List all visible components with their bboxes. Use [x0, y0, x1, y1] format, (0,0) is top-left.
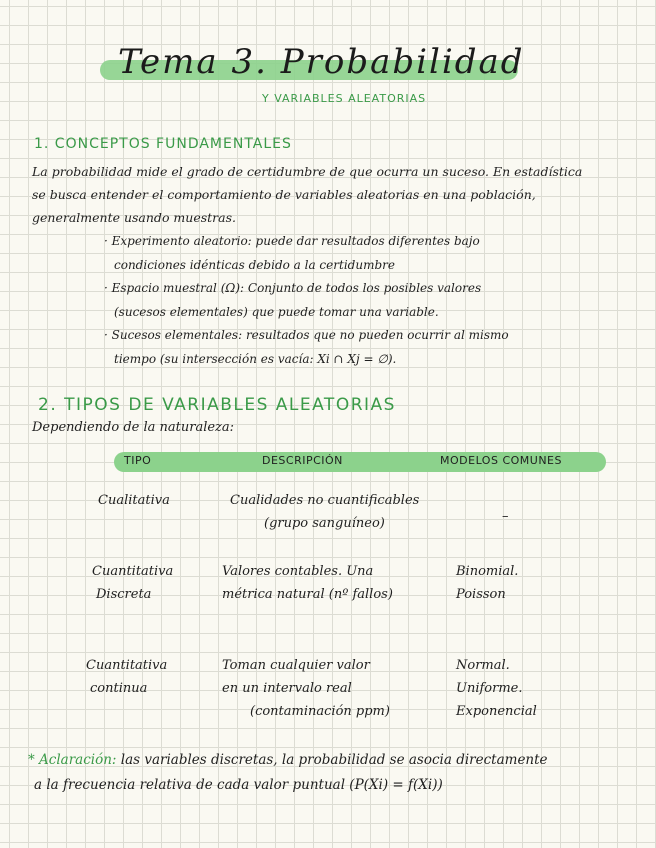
table-cell-tipo — [86, 654, 167, 700]
note-text-line2: a la frecuencia relativa de cada valor puntual (P(Xi) = f(Xi)) — [34, 777, 443, 793]
table-cell-modelos — [456, 560, 518, 606]
table-header-descripcion: DESCRIPCIÓN — [262, 454, 343, 467]
table-cell-tipo — [98, 489, 170, 512]
table-cell-descripcion — [230, 489, 419, 535]
bullet-experimento-cont: condiciones idénticas debido a la certidumbre — [114, 257, 395, 272]
cell-line: Poisson — [456, 587, 506, 602]
cell-line: Cuantitativa — [86, 658, 168, 673]
bullet-sucesos-cont: tiempo (su intersección es vacía: Xi ∩ Xj = ∅). — [114, 351, 397, 366]
cell-line: Toman cualquier valor — [222, 658, 370, 673]
section-2-intro: Dependiendo de la naturaleza: — [32, 420, 235, 435]
cell-line: continua — [90, 681, 148, 696]
cell-line: Discreta — [96, 587, 152, 602]
table-cell-modelos — [456, 654, 537, 723]
section-1-heading: 1. CONCEPTOS FUNDAMENTALES — [34, 136, 292, 152]
cell-line: – — [502, 509, 509, 524]
cell-line: Valores contables. Una — [222, 564, 374, 579]
cell-line: (grupo sanguíneo) — [264, 516, 385, 531]
table-header-tipo: TIPO — [124, 454, 152, 467]
bullet-espacio-muestral-cont: (sucesos elementales) que puede tomar una variable. — [114, 304, 439, 319]
bullet-sucesos: · Sucesos elementales: resultados que no pueden ocurrir al mismo — [104, 328, 509, 342]
clarification-note — [28, 748, 548, 798]
bullet-espacio-muestral: · Espacio muestral (Ω): Conjunto de todos los posibles valores — [104, 281, 482, 295]
paragraph-line: La probabilidad mide el grado de certidumbre de que ocurra un suceso. En estadística — [32, 164, 583, 179]
paragraph-line: generalmente usando muestras. — [32, 210, 236, 225]
cell-line: Cualitativa — [98, 493, 170, 508]
table-cell-modelos — [502, 505, 509, 528]
cell-line: Uniforme. — [456, 681, 523, 696]
table-cell-descripcion — [222, 560, 393, 606]
note-prefix: * Aclaración: — [28, 752, 117, 768]
section-1-paragraph — [32, 160, 628, 229]
cell-line: Binomial. — [456, 564, 519, 579]
cell-line: Cualidades no cuantificables — [230, 493, 420, 508]
table-cell-descripcion — [222, 654, 390, 723]
page-title: Tema 3. Probabilidad — [118, 42, 525, 82]
bullet-experimento: · Experimento aleatorio: puede dar resultados diferentes bajo — [104, 234, 480, 248]
paragraph-line: se busca entender el comportamiento de variables aleatorias en una población, — [32, 187, 536, 202]
page-subtitle: Y VARIABLES ALEATORIAS — [262, 92, 427, 105]
concept-bullets — [104, 230, 554, 371]
cell-line: Exponencial — [456, 704, 537, 719]
section-2-heading: 2. TIPOS DE VARIABLES ALEATORIAS — [38, 395, 396, 415]
cell-line: métrica natural (nº fallos) — [222, 587, 393, 602]
cell-line: (contaminación ppm) — [250, 704, 390, 719]
cell-line: Normal. — [456, 658, 510, 673]
cell-line: en un intervalo real — [222, 681, 352, 696]
table-header-modelos: MODELOS COMUNES — [440, 454, 562, 467]
cell-line: Cuantitativa — [92, 564, 174, 579]
note-text: las variables discretas, la probabilidad se asocia directamente — [116, 752, 548, 768]
table-cell-tipo — [92, 560, 173, 606]
